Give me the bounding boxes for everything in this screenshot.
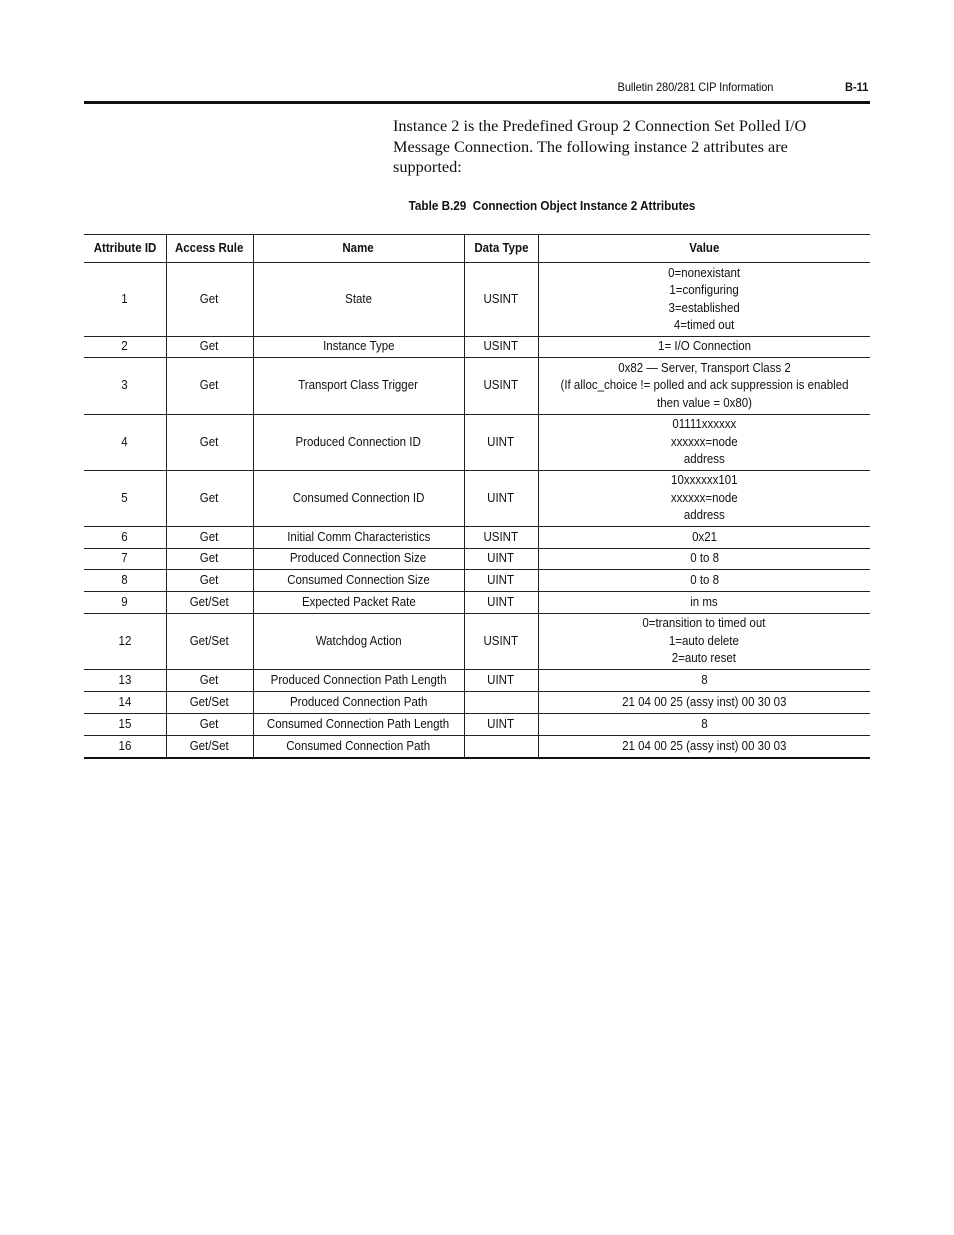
table-row [84, 527, 870, 549]
access-rule-cell: Get [166, 263, 253, 337]
table-row [84, 692, 870, 714]
header-rule [84, 101, 870, 104]
access-rule-cell: Get/Set [166, 614, 253, 670]
value-cell [538, 570, 870, 592]
table-row [84, 358, 870, 415]
value-cell [538, 549, 870, 570]
access-rule-cell: Get [166, 415, 253, 471]
name-cell: Produced Connection Size [253, 549, 464, 570]
attribute-id-cell: 12 [84, 614, 166, 670]
data-type-cell: USINT [464, 527, 538, 549]
name-cell: Consumed Connection Path [253, 736, 464, 758]
attribute-id-cell: 13 [84, 670, 166, 692]
value-cell [538, 614, 870, 670]
access-rule-cell: Get/Set [166, 736, 253, 758]
table-row [84, 736, 870, 758]
data-type-cell: USINT [464, 614, 538, 670]
value-line: 4=timed out [674, 317, 735, 332]
value-line: 2=auto reset [672, 651, 737, 666]
attribute-id-cell: 16 [84, 736, 166, 758]
name-cell: Produced Connection Path Length [253, 670, 464, 692]
attribute-id-cell: 2 [84, 337, 166, 358]
table-row [84, 415, 870, 471]
access-rule-cell: Get [166, 570, 253, 592]
name-cell: Expected Packet Rate [253, 592, 464, 614]
access-rule-cell: Get [166, 670, 253, 692]
name-cell: Initial Comm Characteristics [253, 527, 464, 549]
intro-paragraph: Instance 2 is the Predefined Group 2 Connection Set Polled I/O Message Connection. The following instance 2 attributes are supported: [393, 116, 807, 176]
access-rule-cell: Get [166, 337, 253, 358]
attributes-table [84, 234, 870, 759]
table-body [84, 263, 870, 758]
attribute-id-cell: 6 [84, 527, 166, 549]
access-rule-cell: Get/Set [166, 592, 253, 614]
data-type-cell: USINT [464, 263, 538, 337]
value-line: 0 to 8 [689, 572, 719, 587]
attribute-id-cell: 14 [84, 692, 166, 714]
value-cell [538, 337, 870, 358]
attribute-id-cell: 3 [84, 358, 166, 415]
data-type-cell: UINT [464, 549, 538, 570]
name-cell: Transport Class Trigger [253, 358, 464, 415]
value-cell [538, 714, 870, 736]
value-cell [538, 358, 870, 415]
table-row [84, 714, 870, 736]
data-type-cell: USINT [464, 358, 538, 415]
access-rule-cell: Get [166, 358, 253, 415]
value-line: 0=transition to timed out [642, 616, 766, 631]
access-rule-cell: Get [166, 471, 253, 527]
column-header-name: Name [253, 235, 464, 263]
value-line: address [683, 508, 725, 523]
value-cell [538, 263, 870, 337]
value-line: 8 [701, 672, 708, 687]
value-cell [538, 527, 870, 549]
data-type-cell [464, 736, 538, 758]
running-header-title: Bulletin 280/281 CIP Information [617, 80, 773, 94]
table-row [84, 263, 870, 337]
access-rule-cell: Get [166, 527, 253, 549]
access-rule-cell: Get [166, 549, 253, 570]
value-line: 1=configuring [669, 283, 739, 298]
access-rule-cell: Get/Set [166, 692, 253, 714]
value-line: 21 04 00 25 (assy inst) 00 30 03 [622, 694, 787, 709]
data-type-cell [464, 692, 538, 714]
value-line: 0 to 8 [689, 551, 719, 566]
value-line: 1= I/O Connection [657, 339, 751, 354]
value-cell [538, 692, 870, 714]
value-line: 0=nonexistant [668, 265, 741, 280]
attribute-id-cell: 5 [84, 471, 166, 527]
name-cell: Consumed Connection Size [253, 570, 464, 592]
data-type-cell: UINT [464, 592, 538, 614]
value-line: (If alloc_choice != polled and ack suppression is enabled [560, 378, 849, 393]
attribute-id-cell: 8 [84, 570, 166, 592]
name-cell: Produced Connection Path [253, 692, 464, 714]
column-header-access-rule: Access Rule [166, 235, 253, 263]
name-cell: Instance Type [253, 337, 464, 358]
column-header-value: Value [538, 235, 870, 263]
table-row [84, 549, 870, 570]
value-line: 8 [701, 716, 708, 731]
data-type-cell: UINT [464, 471, 538, 527]
attribute-id-cell: 7 [84, 549, 166, 570]
data-type-cell: UINT [464, 570, 538, 592]
value-cell [538, 471, 870, 527]
value-line: 0x21 [691, 529, 717, 544]
table-row [84, 614, 870, 670]
table-row [84, 471, 870, 527]
table-row [84, 670, 870, 692]
value-line: 10xxxxxx101 [671, 473, 738, 488]
attribute-id-cell: 4 [84, 415, 166, 471]
name-cell: Consumed Connection ID [253, 471, 464, 527]
value-line: address [683, 452, 725, 467]
data-type-cell: USINT [464, 337, 538, 358]
name-cell: Consumed Connection Path Length [253, 714, 464, 736]
column-header-attribute-id: Attribute ID [84, 235, 166, 263]
value-cell [538, 415, 870, 471]
data-type-cell: UINT [464, 714, 538, 736]
access-rule-cell: Get [166, 714, 253, 736]
value-line: in ms [690, 594, 718, 609]
value-line: 01111xxxxxx [672, 417, 737, 432]
value-line: 3=established [668, 300, 740, 315]
table-row [84, 570, 870, 592]
page-number: B-11 [844, 80, 868, 94]
name-cell: Watchdog Action [253, 614, 464, 670]
value-line: xxxxxx=node [670, 490, 738, 505]
table-header-row [84, 235, 870, 263]
data-type-cell: UINT [464, 415, 538, 471]
attribute-id-cell: 1 [84, 263, 166, 337]
name-cell: State [253, 263, 464, 337]
value-cell [538, 736, 870, 758]
column-header-data-type: Data Type [464, 235, 538, 263]
value-line: xxxxxx=node [670, 434, 738, 449]
page-header [84, 80, 870, 97]
table-caption: Table B.29 Connection Object Instance 2 Attributes [408, 198, 696, 213]
attribute-id-cell: 9 [84, 592, 166, 614]
attribute-id-cell: 15 [84, 714, 166, 736]
table-row [84, 592, 870, 614]
name-cell: Produced Connection ID [253, 415, 464, 471]
data-type-cell: UINT [464, 670, 538, 692]
value-cell [538, 592, 870, 614]
value-cell [538, 670, 870, 692]
value-line: 1=auto delete [669, 633, 740, 648]
table-row [84, 337, 870, 358]
value-line: 0x82 — Server, Transport Class 2 [617, 360, 791, 375]
value-line: 21 04 00 25 (assy inst) 00 30 03 [622, 738, 787, 753]
value-line: then value = 0x80) [656, 395, 752, 410]
